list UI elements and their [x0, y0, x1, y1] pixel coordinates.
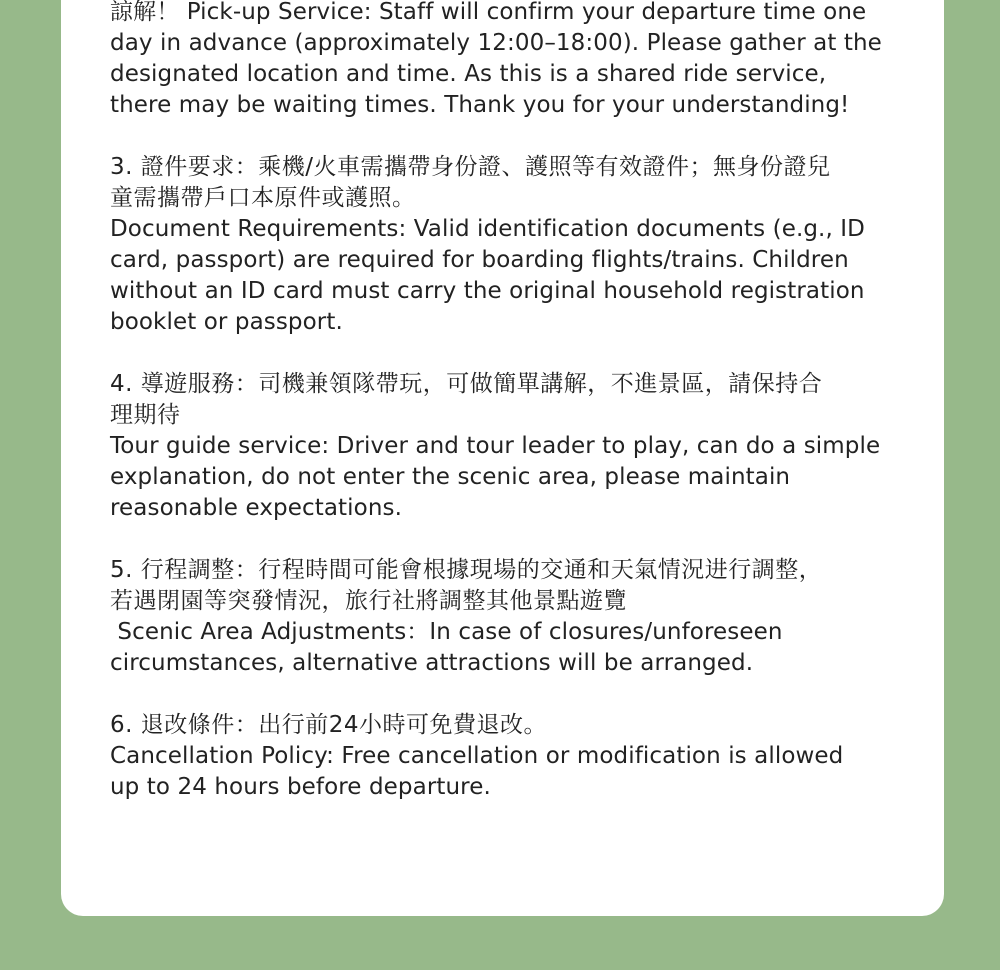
text-line: there may be waiting times. Thank you for your understanding! — [110, 92, 850, 118]
section-heading-zh: 5. 行程調整：行程時間可能會根據現場的交通和天氣情況进行調整， — [110, 557, 823, 583]
text-line: 諒解！ Pick-up Service: Staff will confirm your departure time one — [110, 0, 867, 25]
text-line: 理期待 — [110, 402, 181, 428]
text-line: 若遇閉園等突發情況，旅行社將調整其他景點遊覽 — [110, 588, 627, 614]
text-line: Document Requirements: Valid identification documents (e.g., ID — [110, 216, 865, 242]
section-heading-zh: 3. 證件要求：乘機/火車需攜帶身份證、護照等有效證件；無身份證兒 — [110, 154, 831, 180]
section-tour-guide — [110, 369, 920, 524]
text-line: day in advance (approximately 12:00–18:00). Please gather at the — [110, 30, 882, 56]
section-document-requirements — [110, 152, 920, 338]
text-line: designated location and time. As this is a shared ride service, — [110, 61, 827, 87]
text-line: circumstances, alternative attractions will be arranged. — [110, 650, 754, 676]
text-line: reasonable expectations. — [110, 495, 402, 521]
section-pickup-service — [110, 0, 920, 121]
text-line: explanation, do not enter the scenic area, please maintain — [110, 464, 791, 490]
text-line: up to 24 hours before departure. — [110, 774, 491, 800]
section-heading-zh: 6. 退改條件：出行前24小時可免費退改。 — [110, 712, 548, 738]
section-cancellation-policy — [110, 710, 920, 803]
section-heading-zh: 4. 導遊服務：司機兼領隊帶玩，可做簡單講解，不進景區，請保持合 — [110, 371, 823, 397]
text-line: Scenic Area Adjustments：In case of closures/unforeseen — [110, 619, 783, 645]
section-itinerary-adjustment — [110, 555, 920, 679]
text-line: Cancellation Policy: Free cancellation or modification is allowed — [110, 743, 844, 769]
text-line: 童需攜帶戶口本原件或護照。 — [110, 185, 416, 211]
policy-text — [110, 0, 920, 834]
text-line: Tour guide service: Driver and tour leader to play, can do a simple — [110, 433, 881, 459]
text-line: booklet or passport. — [110, 309, 343, 335]
text-line: without an ID card must carry the original household registration — [110, 278, 865, 304]
text-line: card, passport) are required for boarding flights/trains. Children — [110, 247, 849, 273]
